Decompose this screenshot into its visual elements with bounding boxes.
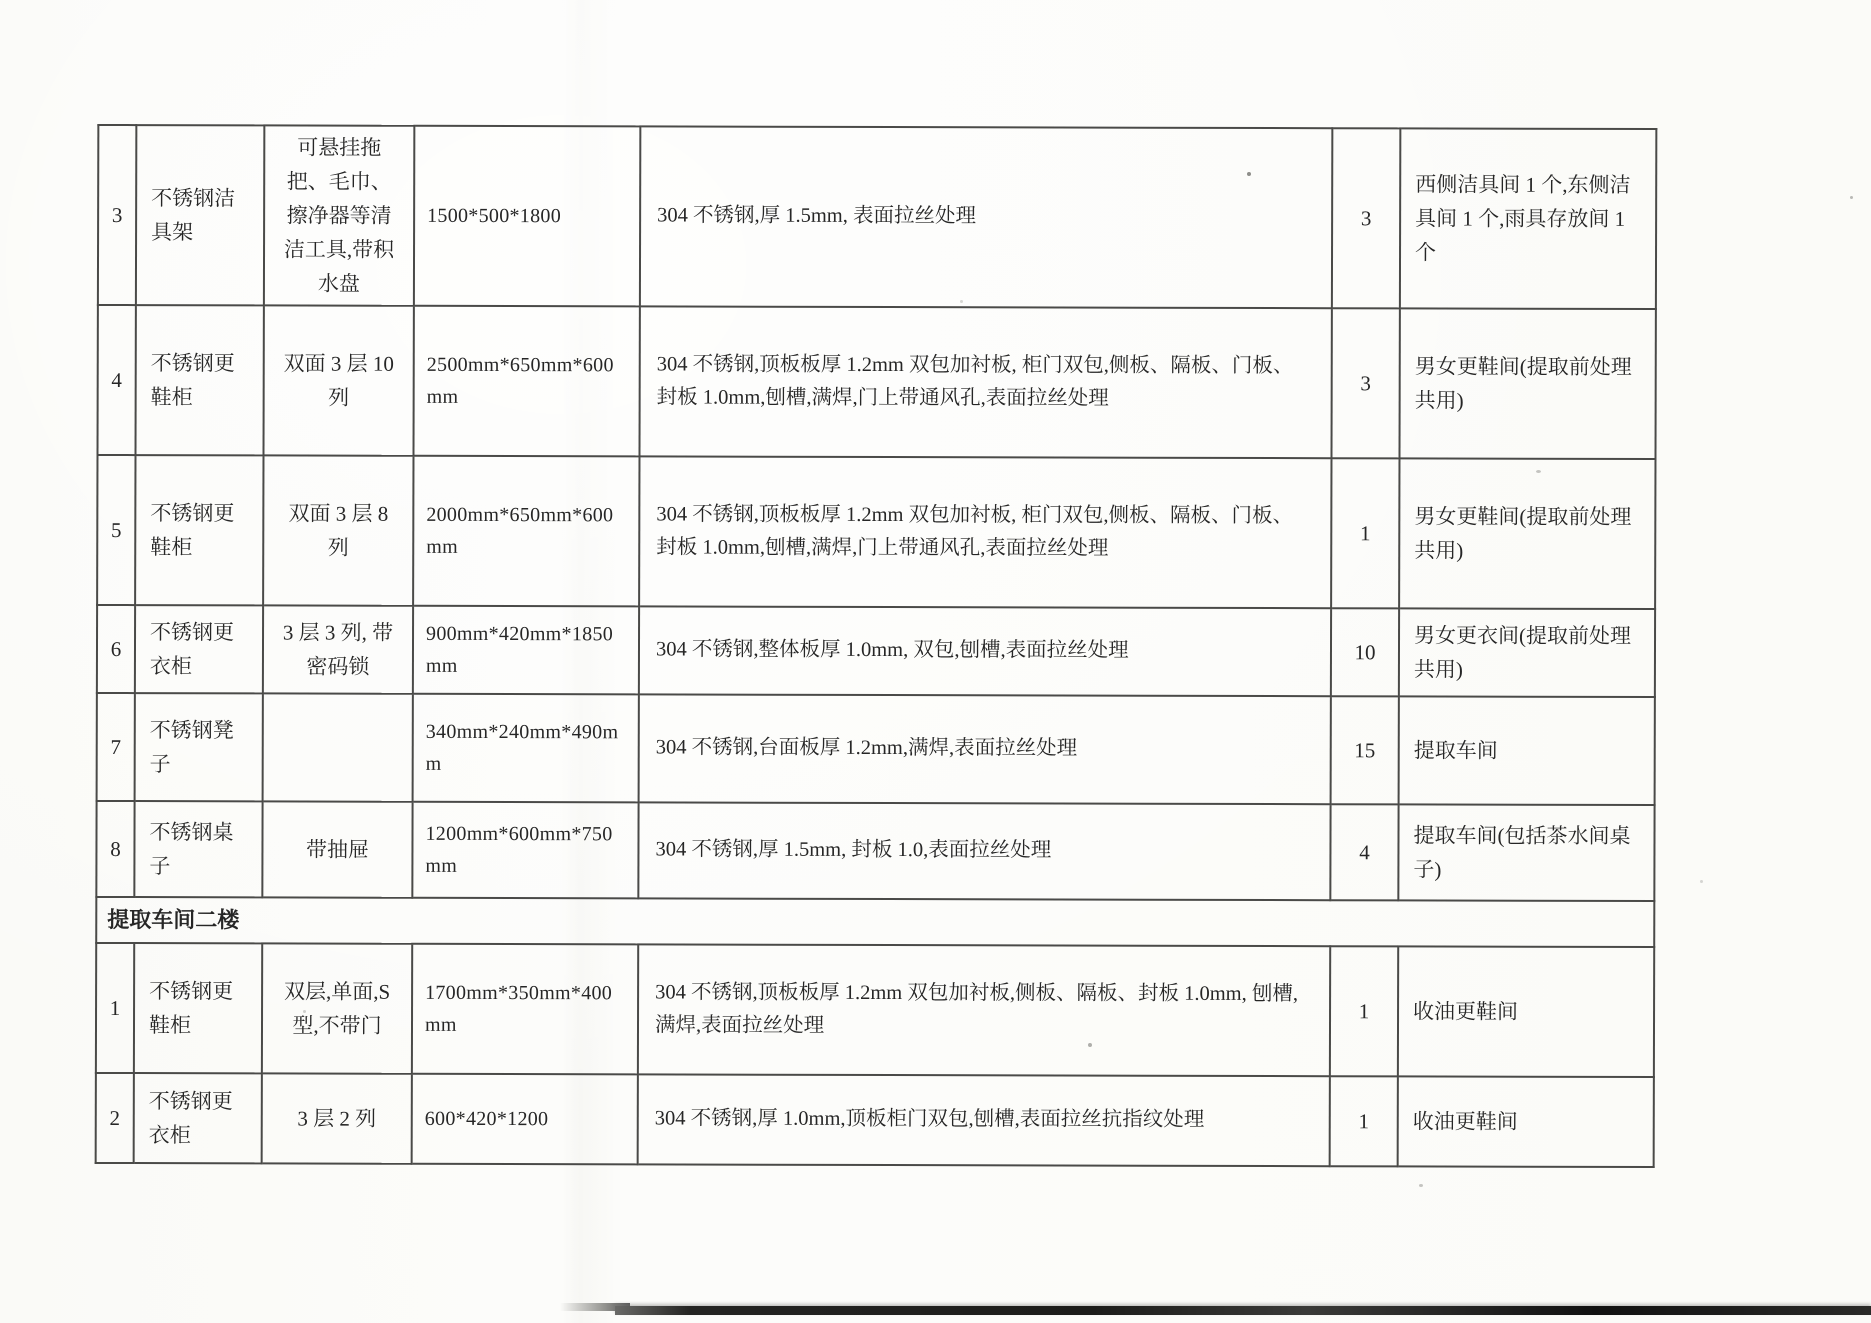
section-header-label: 提取车间二楼 [96,897,1654,947]
item-qty: 1 [1330,1076,1398,1166]
item-name: 不锈钢更鞋柜 [134,943,262,1073]
item-config: 双面 3 层 10 列 [263,305,413,455]
scan-speckle [1419,1184,1423,1187]
row-number: 8 [96,801,134,897]
item-qty: 3 [1331,308,1399,458]
item-qty: 15 [1331,696,1399,804]
item-size: 1500*500*1800 [414,126,640,307]
equipment-spec-table [95,124,1658,1168]
scan-speckle [960,300,963,303]
item-config: 带抽屉 [262,801,412,897]
item-spec: 304 不锈钢,厚 1.5mm, 封板 1.0,表面拉丝处理 [638,802,1330,900]
item-config: 3 层 2 列 [262,1073,412,1163]
row-number: 7 [97,693,135,801]
item-location: 男女更衣间(提取前处理共用) [1399,608,1655,697]
scan-speckle [1247,172,1251,176]
item-config: 可悬挂拖把、毛巾、擦净器等清洁工具,带积水盘 [264,125,414,305]
item-qty: 10 [1331,608,1399,696]
item-qty: 1 [1330,946,1398,1076]
item-spec: 304 不锈钢,厚 1.0mm,顶板柜门双包,刨槽,表面拉丝抗指纹处理 [638,1074,1330,1166]
item-location: 收油更鞋间 [1398,946,1654,1077]
scan-speckle [1536,470,1541,473]
item-name: 不锈钢更衣柜 [135,605,263,693]
item-name: 不锈钢凳子 [135,693,263,801]
scan-edge-artifact [615,1306,1871,1315]
item-name: 不锈钢更鞋柜 [135,305,263,455]
item-qty: 1 [1331,458,1399,608]
item-size: 1200mm*600mm*750mm [412,802,638,899]
item-size: 600*420*1200 [412,1074,638,1165]
scan-speckle [303,1010,306,1013]
item-config: 3 层 3 列, 带密码锁 [263,605,413,693]
table-row [97,455,1655,609]
item-location: 西侧洁具间 1 个,东侧洁具间 1 个,雨具存放间 1 个 [1400,128,1656,309]
item-size: 1700mm*350mm*400mm [412,944,638,1075]
item-location: 男女更鞋间(提取前处理共用) [1399,458,1655,609]
item-size: 900mm*420mm*1850mm [413,606,639,695]
item-spec: 304 不锈钢,整体板厚 1.0mm, 双包,刨槽,表面拉丝处理 [639,606,1331,696]
table-row [97,305,1655,459]
table-row [98,125,1656,309]
table-row [96,801,1654,901]
table-row [97,605,1655,697]
item-spec: 304 不锈钢,顶板板厚 1.2mm 双包加衬板, 柜门双包,侧板、隔板、门板、封板 1.0mm,刨槽,满焊,门上带通风孔,表面拉丝处理 [639,456,1331,608]
item-name: 不锈钢更衣柜 [134,1073,262,1163]
row-number: 5 [97,455,135,605]
item-location: 男女更鞋间(提取前处理共用) [1399,308,1655,459]
row-number: 4 [97,305,135,455]
item-spec: 304 不锈钢,台面板厚 1.2mm,满焊,表面拉丝处理 [639,694,1331,804]
row-number: 3 [98,125,136,305]
row-number: 6 [97,605,135,693]
item-spec: 304 不锈钢,顶板板厚 1.2mm 双包加衬板, 柜门双包,侧板、隔板、门板、封板 1.0mm,刨槽,满焊,门上带通风孔,表面拉丝处理 [639,306,1331,458]
item-spec: 304 不锈钢,厚 1.5mm, 表面拉丝处理 [640,126,1332,308]
item-spec: 304 不锈钢,顶板板厚 1.2mm 双包加衬板,侧板、隔板、封板 1.0mm, 刨槽, 满焊,表面拉丝处理 [638,944,1330,1076]
item-location: 提取车间 [1399,696,1655,805]
item-name: 不锈钢桌子 [134,801,262,897]
item-config: 双层,单面,S 型,不带门 [262,943,412,1073]
item-config: 双面 3 层 8 列 [263,455,413,605]
table-row [97,693,1655,805]
item-size: 2000mm*650mm*600mm [413,456,639,607]
item-size: 340mm*240mm*490mm [413,694,639,803]
row-number: 1 [96,943,134,1073]
item-qty: 3 [1332,128,1400,308]
item-size: 2500mm*650mm*600mm [413,306,639,457]
item-location: 提取车间(包括茶水间桌子) [1398,804,1654,901]
item-name: 不锈钢洁具架 [136,125,264,305]
item-name: 不锈钢更鞋柜 [135,455,263,605]
item-config [263,693,413,801]
section-header-row [96,897,1654,947]
scan-speckle [1850,196,1853,199]
scan-speckle [1700,880,1703,883]
item-location: 收油更鞋间 [1398,1076,1654,1167]
scan-speckle [1088,1043,1092,1047]
table-row [96,943,1654,1077]
table-row [96,1073,1654,1167]
item-qty: 4 [1330,804,1398,900]
row-number: 2 [96,1073,134,1163]
